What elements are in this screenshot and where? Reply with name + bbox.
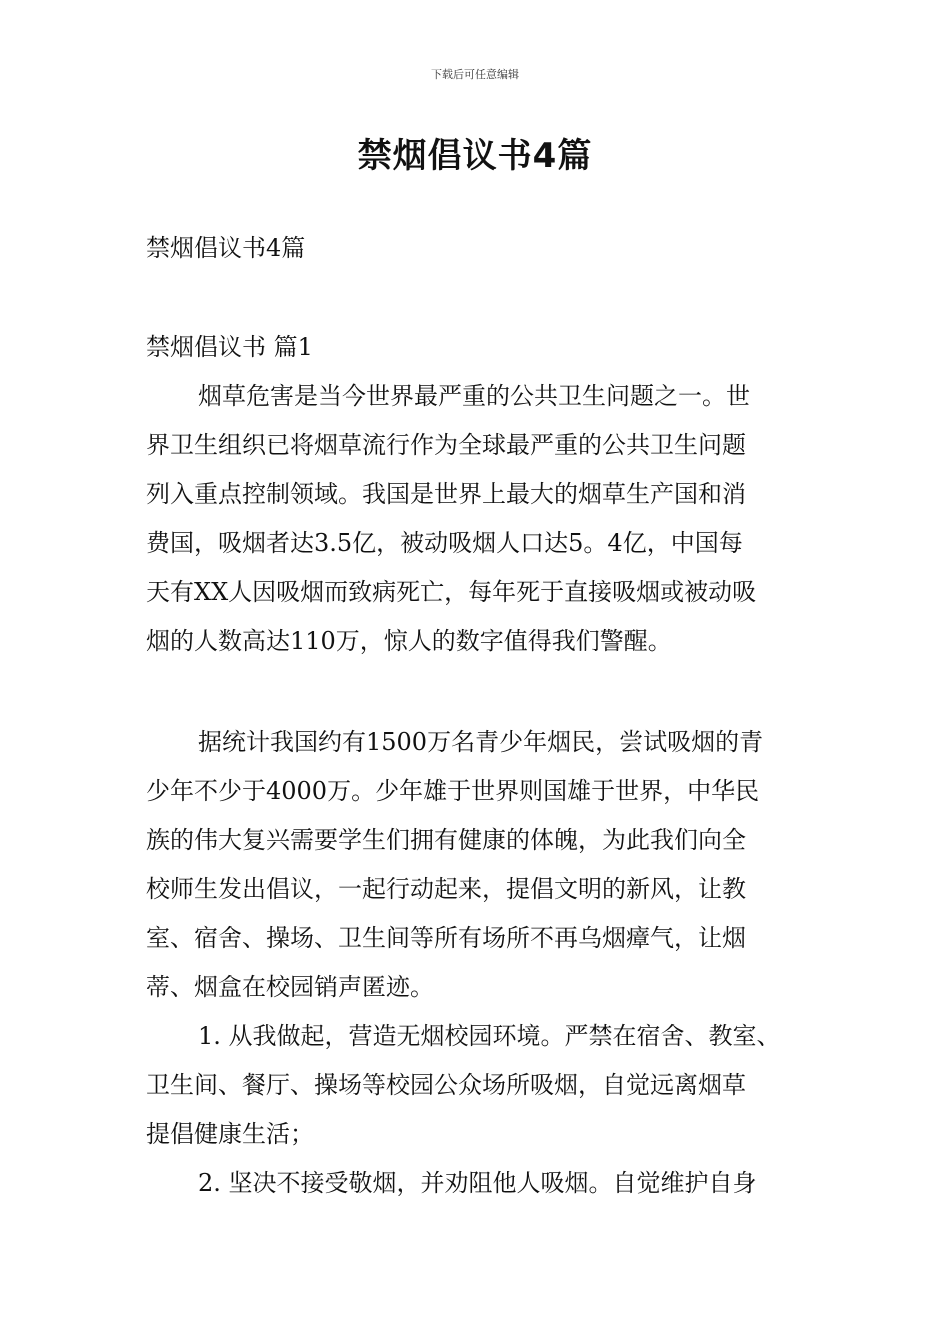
paragraph-2: [146, 718, 826, 1012]
document-body: [146, 224, 826, 1208]
paragraph-line: 提倡健康生活；: [146, 1120, 314, 1148]
paragraph-line: 界卫生组织已将烟草流行作为全球最严重的公共卫生问题: [146, 431, 746, 459]
list-item-1: [146, 1012, 826, 1159]
paragraph-line: 少年不少于4000万。少年雄于世界则国雄于世界，中华民: [146, 777, 760, 805]
paragraph-gap: [146, 666, 826, 718]
paragraph-line: 1. 从我做起，营造无烟校园环境。严禁在宿舍、教室、: [198, 1022, 781, 1050]
paragraph-line: 据统计我国约有1500万名青少年烟民，尝试吸烟的青: [198, 728, 764, 756]
paragraph-line: 校师生发出倡议，一起行动起来，提倡文明的新风，让教: [146, 875, 746, 903]
paragraph-line: 烟的人数高达110万，惊人的数字值得我们警醒。: [146, 627, 672, 655]
header-note: 下载后可任意编辑: [431, 68, 519, 81]
paragraph-line: 蒂、烟盒在校园销声匿迹。: [146, 973, 434, 1001]
paragraph-line: 室、宿舍、操场、卫生间等所有场所不再乌烟瘴气，让烟: [146, 924, 746, 952]
paragraph-line: 天有XX人因吸烟而致病死亡，每年死于直接吸烟或被动吸: [146, 578, 757, 606]
paragraph-line: 卫生间、餐厅、操场等校园公众场所吸烟，自觉远离烟草: [146, 1071, 746, 1099]
paragraph-1: [146, 372, 826, 666]
paragraph-line: 2. 坚决不接受敬烟，并劝阻他人吸烟。自觉维护自身: [198, 1169, 757, 1197]
paragraph-line: 列入重点控制领域。我国是世界上最大的烟草生产国和消: [146, 480, 746, 508]
paragraph-line: 族的伟大复兴需要学生们拥有健康的体魄，为此我们向全: [146, 826, 746, 854]
paragraph-line: 烟草危害是当今世界最严重的公共卫生问题之一。世: [198, 382, 750, 410]
paragraph-line: 费国，吸烟者达3.5亿，被动吸烟人口达5。4亿，中国每: [146, 529, 743, 557]
document-subtitle: 禁烟倡议书4篇: [146, 234, 306, 262]
section-heading: 禁烟倡议书 篇1: [146, 333, 313, 361]
list-item-2: [146, 1159, 826, 1208]
document-title: 禁烟倡议书4篇: [357, 136, 593, 176]
